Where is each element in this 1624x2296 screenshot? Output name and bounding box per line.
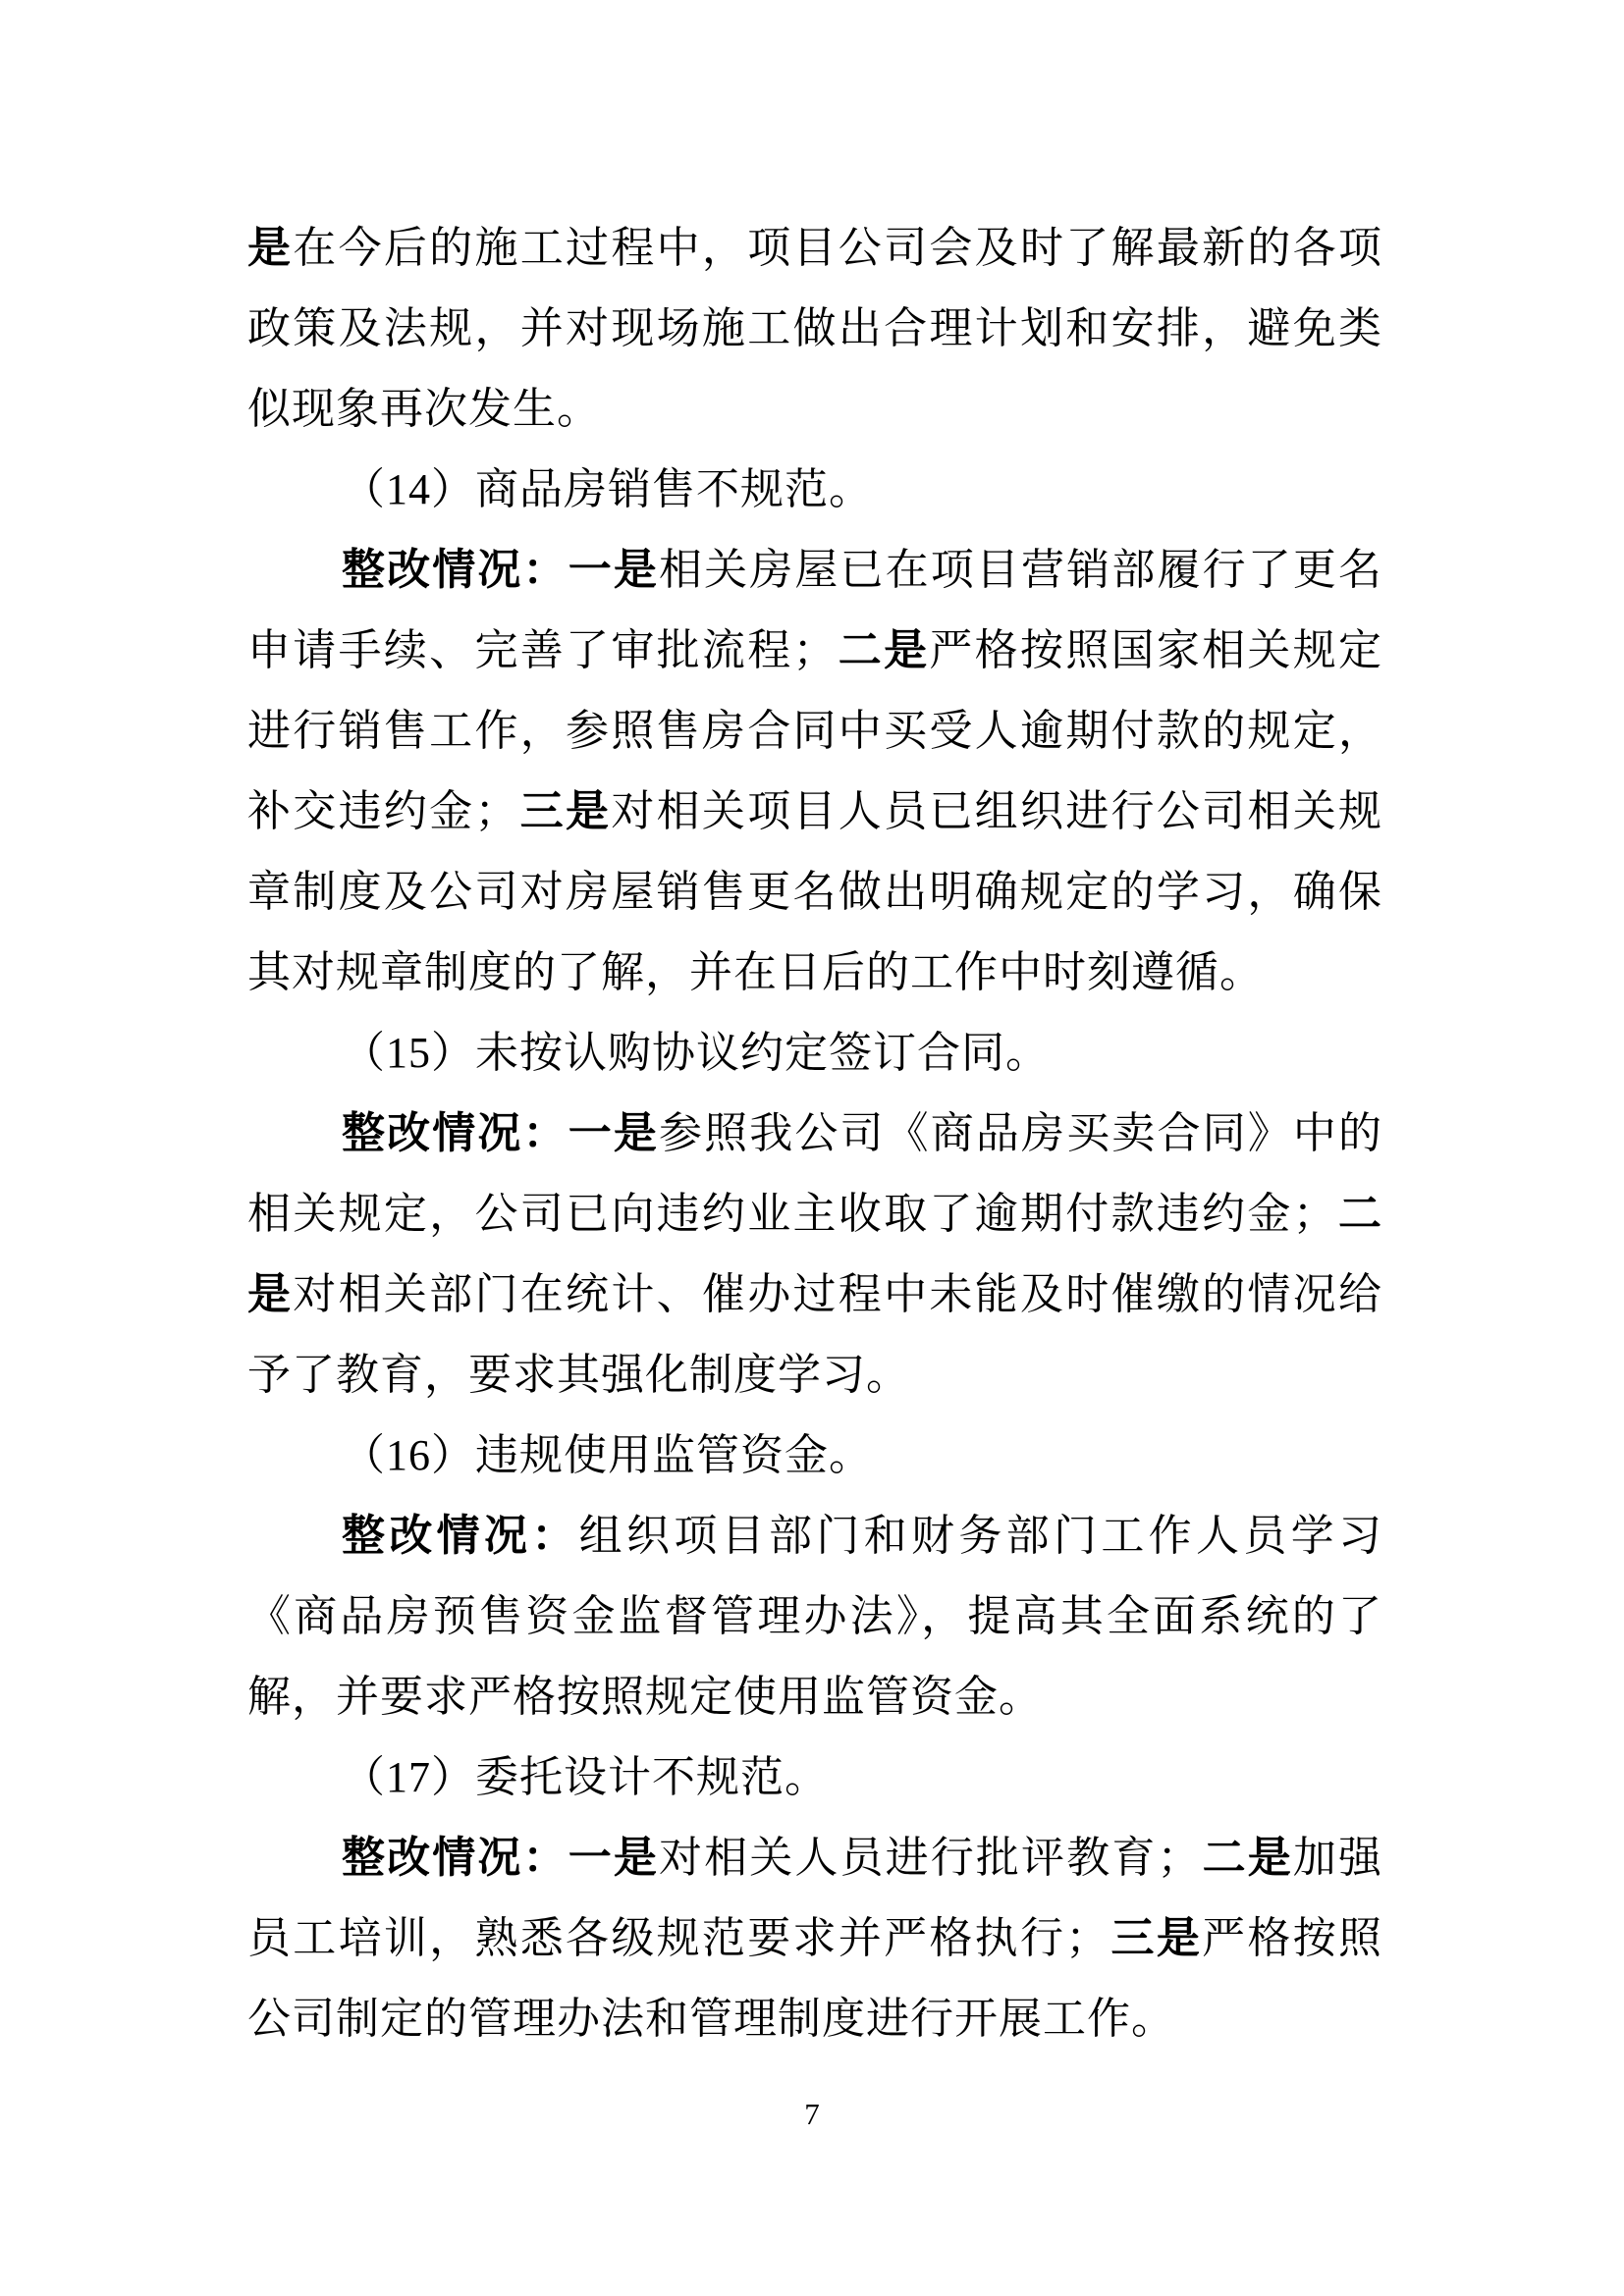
text-run: 对相关部门在统计、催办过程中未能及时催缴的情况给予了教育，要求其强化制度学习。 [247,1270,1383,1399]
bold-text-run: 二是 [247,1190,1383,1318]
text-run: （16）违规使用监管资金。 [342,1431,873,1479]
bold-text-run: 一是 [568,546,659,594]
bold-text-run: 二是 [837,626,930,674]
text-run: 严格按照公司制定的管理办法和管理制度进行开展工作。 [247,1914,1382,2043]
paragraph [247,1415,1382,1496]
text-run: 对相关项目人员已组织进行公司相关规章制度及公司对房屋销售更名做出明确规定的学习，确保其对规章制度的了解，并在日后的工作中时刻遵循。 [247,787,1383,996]
bold-text-run: 整改情况： [342,546,568,594]
text-run: 在今后的施工过程中，项目公司会及时了解最新的各项政策及法规，并对现场施工做出合理计划和安排，避免类似现象再次发生。 [247,224,1383,433]
paragraph [247,1094,1382,1415]
bold-text-run: 一是 [568,1834,659,1882]
page-number: 7 [804,2097,820,2131]
text-run: 加强员工培训，熟悉各级规范要求并严格执行； [247,1834,1383,1962]
bold-text-run: 整改情况： [342,1512,579,1560]
bold-text-run: 三是 [1110,1914,1203,1962]
paragraph [247,1818,1382,2059]
paragraph [247,1496,1382,1737]
paragraph [247,1737,1382,1818]
paragraph [247,530,1382,1013]
text-run: 参照我公司《商品房买卖合同》中的相关规定，公司已向违约业主收取了逾期付款违约金； [247,1109,1383,1238]
bold-text-run: 一是 [568,1109,659,1157]
bold-text-run: 是 [247,224,294,272]
paragraph [247,208,1382,450]
document-body [247,208,1382,2059]
bold-text-run: 整改情况： [342,1834,568,1882]
text-run: 对相关人员进行批评教育； [658,1834,1202,1882]
bold-text-run: 三是 [518,787,612,835]
bold-text-run: 整改情况： [342,1109,568,1157]
text-run: 相关房屋已在项目营销部履行了更名申请手续、完善了审批流程； [247,546,1383,674]
text-run: （17）委托设计不规范。 [342,1753,829,1801]
text-run: （14）商品房销售不规范。 [342,465,873,513]
paragraph [247,450,1382,530]
text-run: 组织项目部门和财务部门工作人员学习《商品房预售资金监督管理办法》，提高其全面系统的了解，并要求严格按照规定使用监管资金。 [247,1512,1383,1721]
bold-text-run: 二是 [1201,1834,1293,1882]
text-run: 严格按照国家相关规定进行销售工作，参照售房合同中买受人逾期付款的规定，补交违约金； [247,626,1382,835]
paragraph [247,1013,1382,1094]
text-run: （15）未按认购协议约定签订合同。 [342,1029,1050,1077]
